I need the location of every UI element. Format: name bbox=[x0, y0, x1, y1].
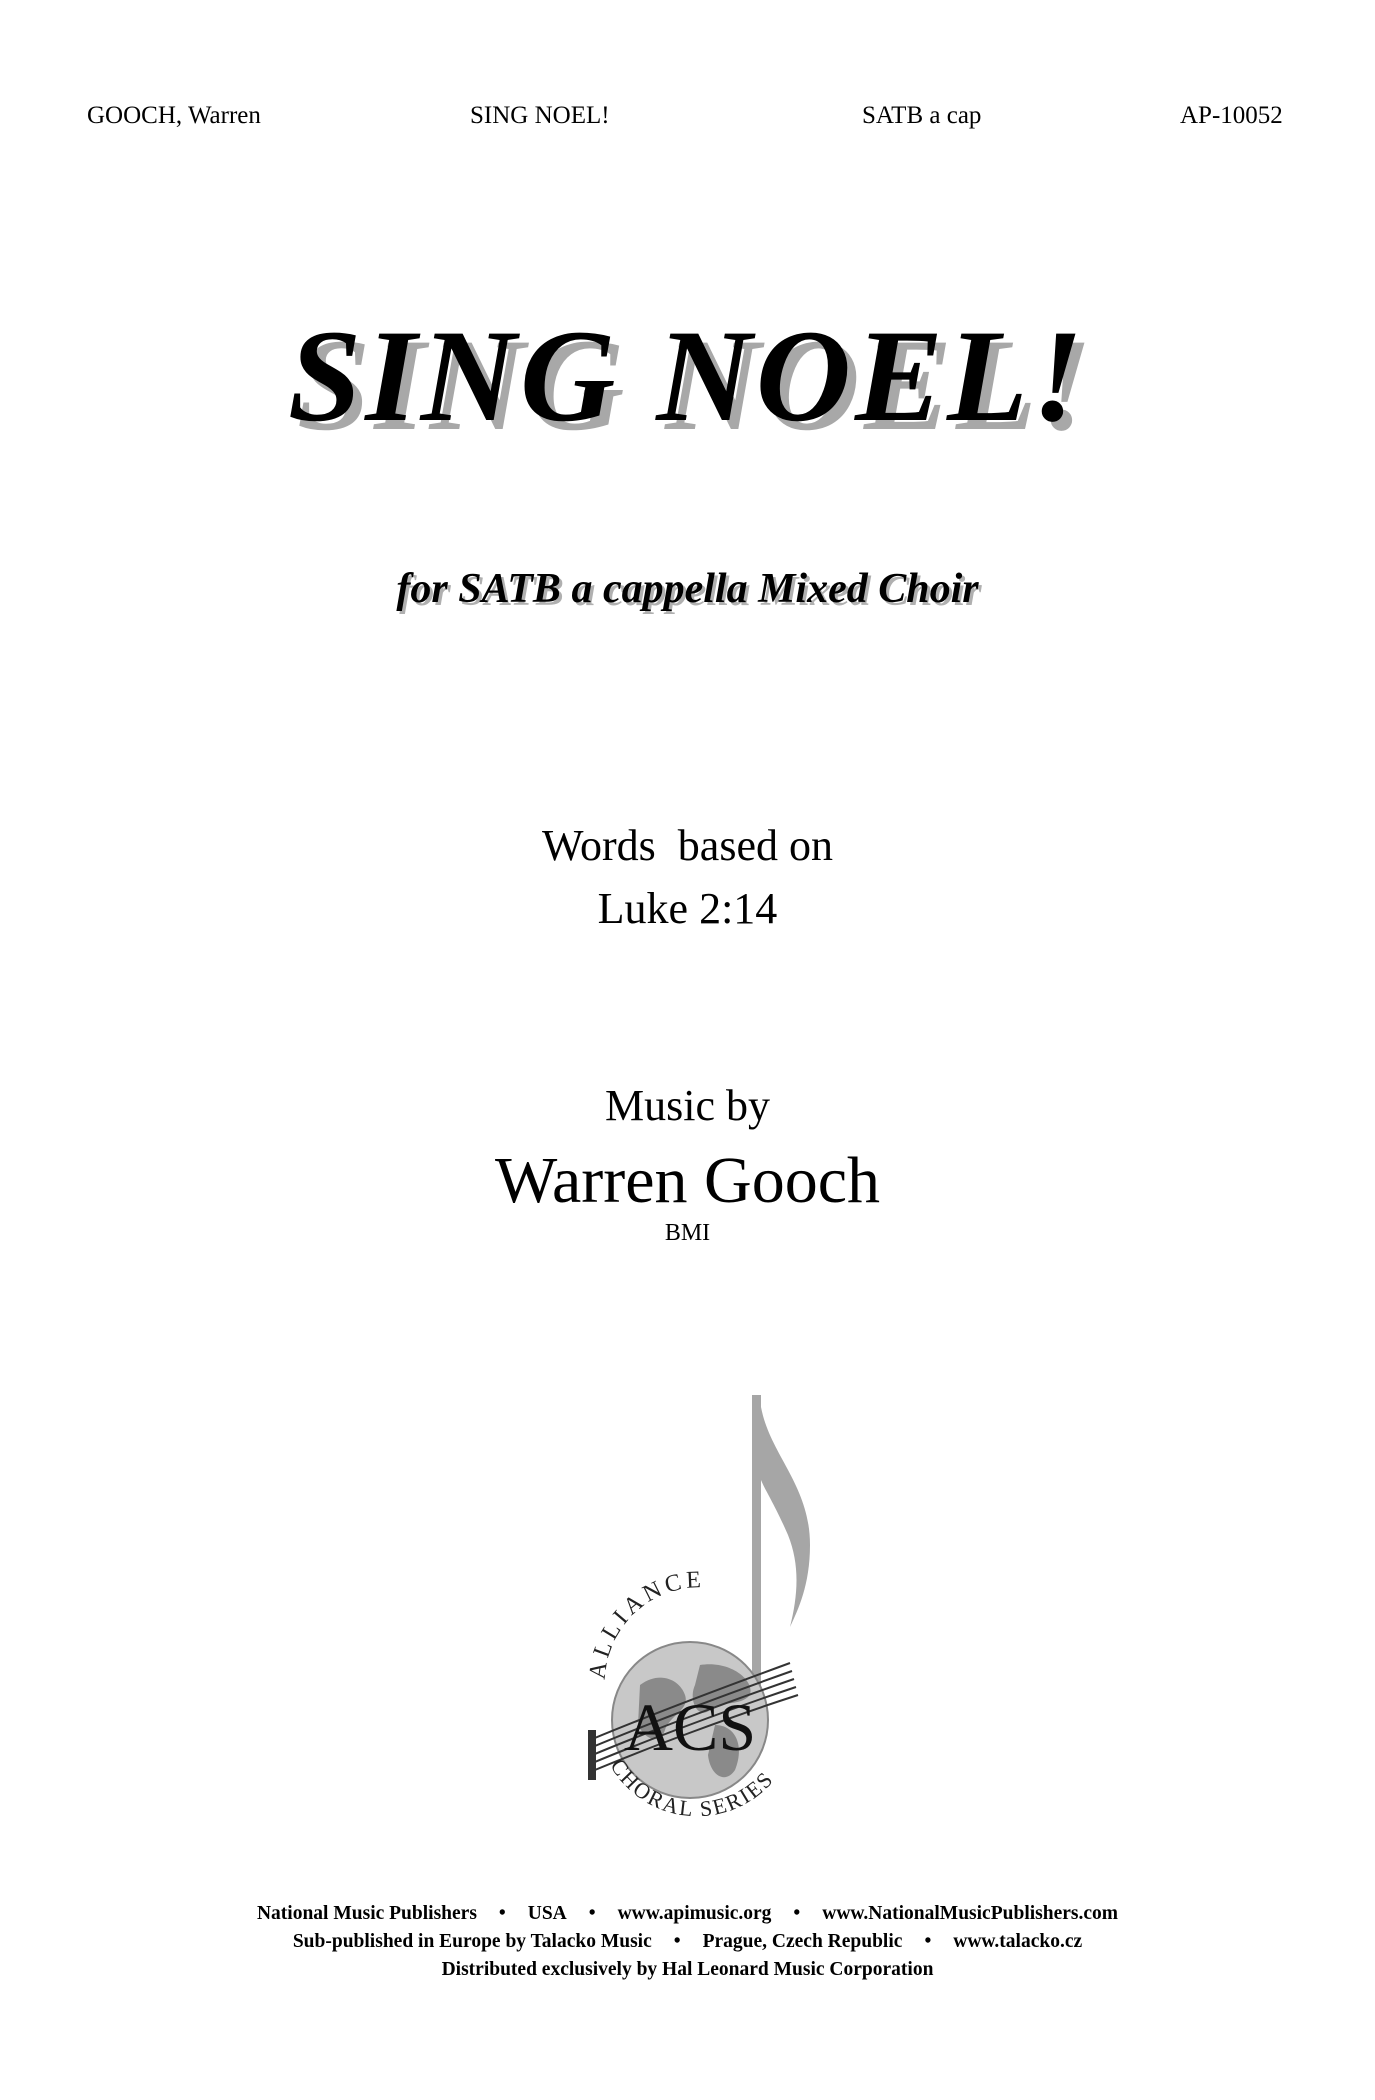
subtitle: for SATB a cappella Mixed Choir bbox=[396, 566, 979, 612]
footer-website-talacko[interactable]: www.talacko.cz bbox=[953, 1931, 1083, 1952]
alliance-choral-series-logo bbox=[570, 1395, 810, 1835]
main-title: SING NOEL! bbox=[287, 302, 1088, 449]
header-title: SING NOEL! bbox=[470, 102, 610, 129]
footer-country: USA bbox=[527, 1903, 567, 1924]
composer-name: Warren Gooch bbox=[494, 1144, 880, 1217]
footer-website-nmp[interactable]: www.NationalMusicPublishers.com bbox=[822, 1903, 1119, 1924]
header-composer: GOOCH, Warren bbox=[87, 102, 261, 129]
logo-acs-text: ACS bbox=[623, 1689, 757, 1765]
footer-publisher-line bbox=[0, 1903, 1375, 1925]
bullet-separator: • bbox=[588, 1903, 596, 1924]
music-note-icon bbox=[752, 1395, 810, 1705]
bullet-separator: • bbox=[673, 1931, 681, 1952]
footer-publisher: National Music Publishers bbox=[256, 1903, 477, 1924]
header-voicing: SATB a cap bbox=[862, 102, 982, 129]
logo-bottom-arc-text: CHORAL SERIES bbox=[605, 1753, 779, 1822]
footer-website-api[interactable]: www.apimusic.org bbox=[617, 1903, 772, 1924]
footer-distributor-line: Distributed exclusively by Hal Leonard Music Corporation bbox=[441, 1959, 934, 1980]
footer-subpublisher: Sub-published in Europe by Talacko Music bbox=[292, 1931, 652, 1952]
header-catalog-number: AP-10052 bbox=[1180, 102, 1283, 129]
bullet-separator: • bbox=[793, 1903, 801, 1924]
text-credit-line-2: Luke 2:14 bbox=[597, 884, 778, 933]
bullet-separator: • bbox=[924, 1931, 932, 1952]
text-credit-line-1: Words based on bbox=[542, 821, 833, 870]
footer-subpublisher-line bbox=[0, 1931, 1375, 1953]
footer-city: Prague, Czech Republic bbox=[702, 1931, 903, 1952]
performing-rights-society: BMI bbox=[664, 1220, 711, 1246]
logo-top-arc-text: ALLIANCE bbox=[584, 1566, 706, 1681]
music-credit-label: Music by bbox=[605, 1081, 770, 1130]
bullet-separator: • bbox=[498, 1903, 506, 1924]
